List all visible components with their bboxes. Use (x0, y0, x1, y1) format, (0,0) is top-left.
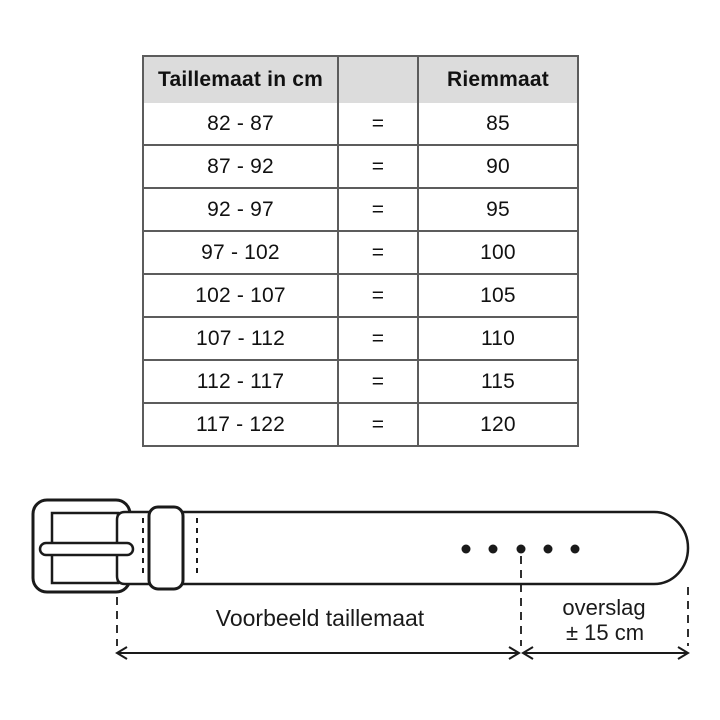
belt-size-cell: 105 (417, 275, 577, 316)
equals-sign: = (337, 361, 417, 402)
size-table (142, 55, 579, 447)
waist-range-cell: 92 - 97 (207, 197, 274, 221)
table-row (144, 144, 577, 187)
table-header-waist: Taillemaat in cm (144, 57, 337, 103)
belt-size-cell: 120 (417, 404, 577, 445)
waist-range-cell: 112 - 117 (196, 369, 285, 393)
belt-size-cell: 100 (417, 232, 577, 273)
waist-range-cell: 82 - 87 (207, 111, 274, 135)
belt-size-cell: 85 (417, 103, 577, 144)
equals-sign: = (337, 404, 417, 445)
belt-size-cell: 95 (417, 189, 577, 230)
waist-range-cell: 97 - 102 (201, 240, 280, 264)
waist-range-cell: 102 - 107 (195, 283, 286, 307)
equals-sign: = (337, 318, 417, 359)
belt-diagram-svg (0, 480, 720, 720)
equals-sign: = (337, 232, 417, 273)
waist-label: Voorbeeld taillemaat (215, 605, 425, 631)
belt-hole (462, 545, 471, 554)
overlap-measure-arrow (523, 647, 688, 659)
table-row (144, 230, 577, 273)
table-header-beltsize: Riemmaat (417, 57, 577, 103)
belt-hole (517, 545, 526, 554)
overlap-label-line1: overslag (562, 595, 646, 620)
table-row (144, 316, 577, 359)
belt-size-cell: 115 (417, 361, 577, 402)
table-body (144, 103, 577, 445)
belt-prong (40, 543, 133, 555)
equals-sign: = (337, 275, 417, 316)
belt-keeper (149, 507, 183, 589)
equals-sign: = (337, 103, 417, 144)
waist-range-cell: 87 - 92 (207, 154, 274, 178)
table-header-spacer (337, 57, 417, 103)
belt-hole (571, 545, 580, 554)
equals-sign: = (337, 146, 417, 187)
waist-range-cell: 117 - 122 (196, 412, 285, 436)
table-row (144, 187, 577, 230)
belt-strap (117, 512, 688, 584)
table-row (144, 103, 577, 144)
belt-diagram (0, 480, 720, 720)
belt-hole (544, 545, 553, 554)
waist-range-cell: 107 - 112 (196, 326, 285, 350)
belt-hole (489, 545, 498, 554)
belt-size-cell: 90 (417, 146, 577, 187)
belt-size-cell: 110 (417, 318, 577, 359)
table-header-row (144, 57, 577, 103)
equals-sign: = (337, 189, 417, 230)
table-row (144, 273, 577, 316)
waist-measure-arrow (117, 647, 519, 659)
table-row (144, 402, 577, 445)
table-row (144, 359, 577, 402)
overlap-label-line2: ± 15 cm (565, 620, 645, 645)
